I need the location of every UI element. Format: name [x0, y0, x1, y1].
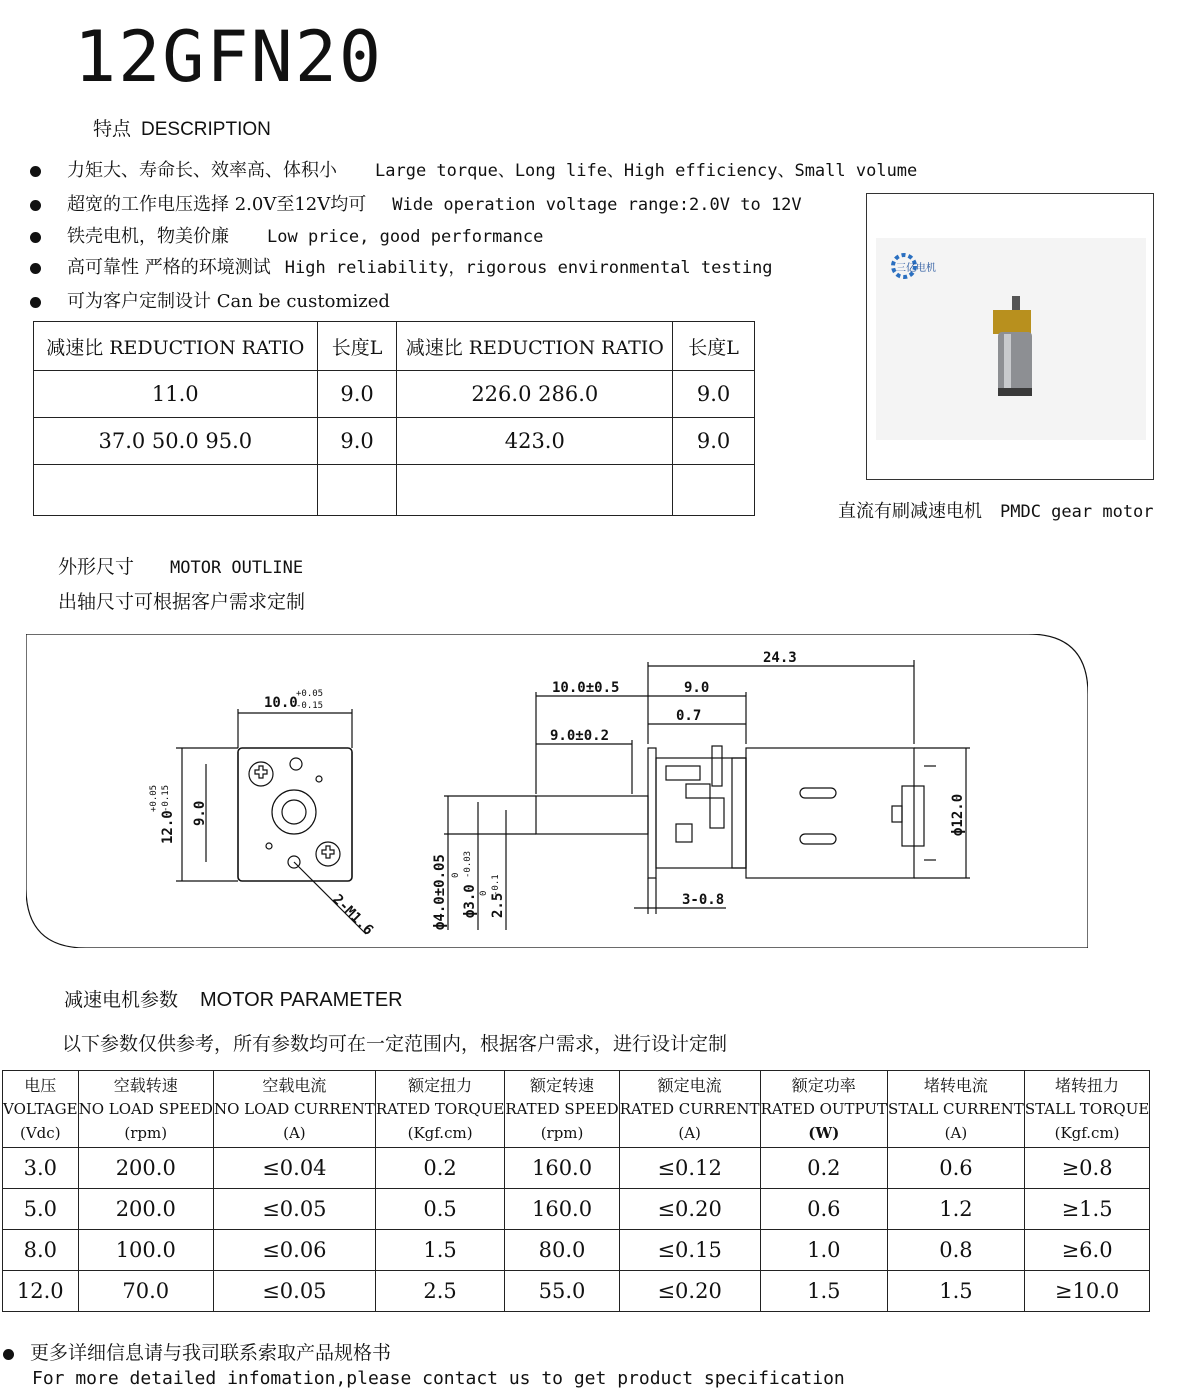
bullet-icon	[30, 166, 41, 177]
table-cell	[317, 465, 397, 516]
footer-note	[0, 1338, 391, 1365]
table-cell: 226.0 286.0	[397, 371, 673, 418]
table-cell: 0.5	[375, 1189, 505, 1230]
feature-item	[30, 253, 773, 279]
dim-hole-spacing: 9.0	[192, 800, 208, 826]
parameter-rows	[3, 1148, 1150, 1312]
table-cell: 160.0	[505, 1148, 619, 1189]
dim-shaft-diameter: ϕ4.0±0.05	[432, 854, 448, 930]
page-title: 12GFN20	[74, 16, 384, 98]
dim-width: 10.0	[264, 695, 298, 711]
table-cell: 9.0	[317, 418, 397, 465]
dim-shaft-d-tol-lower: -0.03	[463, 850, 473, 878]
outline-heading-en: MOTOR OUTLINE	[170, 558, 304, 578]
table-cell: 9.0	[673, 371, 755, 418]
table-cell: ≤0.04	[213, 1148, 375, 1189]
caption-cn: 直流有刷减速电机	[838, 501, 982, 522]
table-cell: 160.0	[505, 1189, 619, 1230]
table-cell: 1.0	[760, 1230, 887, 1271]
dim-gearbox-length: 9.0	[684, 680, 710, 696]
table-cell: 8.0	[3, 1230, 79, 1271]
dim-boss: 3-0.8	[682, 892, 725, 908]
gear	[666, 766, 700, 780]
bullet-icon	[30, 263, 41, 274]
small-hole	[316, 776, 322, 782]
dim-flat-length: 9.0±0.2	[550, 728, 610, 744]
feature-item	[30, 222, 543, 248]
motor-shaft	[1012, 296, 1020, 312]
gear	[676, 824, 692, 842]
description-heading-cn: 特点	[93, 118, 132, 140]
output-shaft	[536, 796, 648, 834]
table-header-row	[34, 322, 755, 371]
table-cell: ≤0.20	[619, 1271, 760, 1312]
parameter-heading-cn: 减速电机参数	[64, 989, 179, 1011]
bullet-icon	[30, 232, 41, 243]
dim-flat-tol-lower: -0.1	[491, 874, 501, 896]
dim-flat: 2.5	[490, 892, 506, 918]
dim-height-tol-lower: -0.15	[161, 784, 171, 812]
product-photo	[876, 238, 1146, 440]
header-cell: 空载电流 NO LOAD CURRENT (A)	[213, 1071, 375, 1148]
table-cell	[673, 465, 755, 516]
table-cell: ≥1.5	[1024, 1189, 1149, 1230]
can-slot	[800, 788, 836, 798]
dim-flat-tol-upper: 0	[479, 890, 489, 896]
dim-gap: 0.7	[676, 708, 702, 724]
header-cell: 空载转速 NO LOAD SPEED (rpm)	[78, 1071, 213, 1148]
table-cell: 1.5	[375, 1230, 505, 1271]
can-slot	[800, 834, 836, 844]
feature-item	[30, 156, 917, 182]
table-cell	[34, 465, 318, 516]
description-heading	[93, 114, 271, 141]
brush-holder	[892, 806, 902, 822]
table-cell: 3.0	[3, 1148, 79, 1189]
table-row	[3, 1189, 1150, 1230]
reduction-ratio-table	[33, 321, 755, 516]
bullet-icon	[3, 1349, 14, 1360]
gear	[710, 798, 724, 828]
table-row	[3, 1271, 1150, 1312]
output-shaft-hole	[282, 800, 306, 824]
outline-heading-cn: 外形尺寸	[58, 556, 135, 578]
table-cell: 0.8	[888, 1230, 1025, 1271]
gear-shaft	[712, 746, 722, 786]
header-cell: 长度L	[317, 322, 397, 371]
header-cell: 额定转速 RATED SPEED (rpm)	[505, 1071, 619, 1148]
mount-hole	[290, 758, 302, 770]
table-cell: 55.0	[505, 1271, 619, 1312]
table-cell: 2.5	[375, 1271, 505, 1312]
feature-en: Wide operation voltage range:2.0V to 12V	[392, 195, 802, 215]
table-cell: ≤0.05	[213, 1271, 375, 1312]
table-cell: 1.5	[760, 1271, 887, 1312]
table-cell: 1.5	[888, 1271, 1025, 1312]
motor-can	[746, 748, 914, 878]
gear-plate	[648, 748, 656, 878]
outline-heading	[58, 552, 303, 579]
header-cell: 额定功率 RATED OUTPUT (W)	[760, 1071, 887, 1148]
header-cell: 电压 VOLTAGE (Vdc)	[3, 1071, 79, 1148]
table-cell: 0.2	[760, 1148, 887, 1189]
footer-en: For more detailed infomation,please contact us to get product specification	[32, 1368, 845, 1389]
header-cell: 减速比 REDUCTION RATIO	[34, 322, 318, 371]
table-row	[34, 371, 755, 418]
table-cell: 200.0	[78, 1189, 213, 1230]
dim-total-length: 24.3	[763, 650, 797, 666]
table-cell: 37.0 50.0 95.0	[34, 418, 318, 465]
feature-en: High reliability，rigorous environmental testing	[284, 258, 773, 278]
table-cell: ≤0.12	[619, 1148, 760, 1189]
table-cell: ≤0.05	[213, 1189, 375, 1230]
motor-body	[998, 332, 1032, 394]
table-cell: 9.0	[317, 371, 397, 418]
dim-shaft-d: ϕ3.0	[462, 884, 478, 918]
motor-highlight	[1004, 334, 1011, 392]
feature-en: Large torque、Long life、High efficiency、Small volume	[375, 161, 918, 181]
feature-item	[30, 190, 802, 216]
small-hole	[266, 843, 272, 849]
header-cell: 堵转电流 STALL CURRENT (A)	[888, 1071, 1025, 1148]
dim-height-tol-upper: +0.05	[149, 784, 159, 812]
table-cell: 70.0	[78, 1271, 213, 1312]
end-cap	[902, 786, 924, 846]
table-cell: 80.0	[505, 1230, 619, 1271]
parameter-heading-en: MOTOR PARAMETER	[200, 989, 403, 1011]
table-cell: 12.0	[3, 1271, 79, 1312]
output-boss	[272, 790, 316, 834]
dim-width-tol-lower: -0.15	[296, 701, 324, 711]
end-plate	[732, 758, 746, 868]
description-heading-en: DESCRIPTION	[141, 119, 271, 140]
parameter-note: 以下参数仅供参考，所有参数均可在一定范围内，根据客户需求，进行设计定制	[62, 1033, 728, 1055]
table-cell: 1.2	[888, 1189, 1025, 1230]
table-cell: 0.6	[760, 1189, 887, 1230]
bullet-icon	[30, 297, 41, 308]
motor-outline-drawing	[26, 634, 1088, 948]
table-cell: ≤0.15	[619, 1230, 760, 1271]
table-cell: ≤0.06	[213, 1230, 375, 1271]
table-header-row	[3, 1071, 1150, 1148]
dim-screw: 2-M1.6	[329, 891, 377, 939]
dim-width-tol-upper: +0.05	[296, 689, 324, 699]
header-cell: 额定电流 RATED CURRENT (A)	[619, 1071, 760, 1148]
table-cell: 5.0	[3, 1189, 79, 1230]
table-cell: ≥6.0	[1024, 1230, 1149, 1271]
feature-cn: 高可靠性 严格的环境测试	[67, 257, 271, 278]
table-row	[34, 418, 755, 465]
motor-endcap	[998, 388, 1032, 396]
logo-text: 三亿电机	[896, 263, 936, 274]
feature-cn: 铁壳电机，物美价廉	[67, 226, 229, 247]
motor-gearbox	[993, 310, 1031, 334]
motor-parameter-table	[2, 1070, 1150, 1312]
header-cell: 额定扭力 RATED TORQUE (Kgf.cm)	[375, 1071, 505, 1148]
header-cell: 堵转扭力 STALL TORQUE (Kgf.cm)	[1024, 1071, 1149, 1148]
outline-subtitle: 出轴尺寸可根据客户需求定制	[58, 591, 306, 613]
footer-cn: 更多详细信息请与我司联系索取产品规格书	[30, 1342, 392, 1364]
header-cell: 减速比 REDUCTION RATIO	[397, 322, 673, 371]
table-row	[3, 1148, 1150, 1189]
dim-height: 12.0	[160, 810, 176, 844]
feature-cn: 超宽的工作电压选择 2.0V至12V均可	[67, 194, 367, 215]
gear	[686, 784, 710, 798]
table-cell: 423.0	[397, 418, 673, 465]
table-cell: ≥10.0	[1024, 1271, 1149, 1312]
cross-mark-icon	[255, 766, 267, 778]
feature-cn: 力矩大、寿命长、效率高、体积小	[67, 160, 337, 181]
table-cell: 0.6	[888, 1148, 1025, 1189]
table-cell: 9.0	[673, 418, 755, 465]
feature-cn: 可为客户定制设计 Can be customized	[67, 291, 390, 312]
table-cell: 0.2	[375, 1148, 505, 1189]
cross-mark-icon	[322, 846, 334, 858]
front-view-body	[238, 748, 352, 881]
table-cell: 11.0	[34, 371, 318, 418]
feature-item	[30, 287, 390, 313]
table-cell: ≥0.8	[1024, 1148, 1149, 1189]
header-cell: 长度L	[673, 322, 755, 371]
feature-en: Low price, good performance	[267, 227, 544, 247]
dim-shaft-d-tol-upper: 0	[451, 872, 461, 878]
dim-motor-diameter: ϕ12.0	[950, 793, 966, 836]
gear-motor-image	[876, 238, 1146, 440]
table-row	[3, 1230, 1150, 1271]
table-cell: ≤0.20	[619, 1189, 760, 1230]
dim-shaft-length: 10.0±0.5	[552, 680, 620, 696]
bullet-icon	[30, 200, 41, 211]
table-row	[34, 465, 755, 516]
table-cell: 200.0	[78, 1148, 213, 1189]
table-cell: 100.0	[78, 1230, 213, 1271]
parameter-heading	[64, 985, 403, 1012]
caption-en: PMDC gear motor	[1000, 502, 1154, 522]
photo-caption	[838, 497, 1154, 523]
table-cell	[397, 465, 673, 516]
